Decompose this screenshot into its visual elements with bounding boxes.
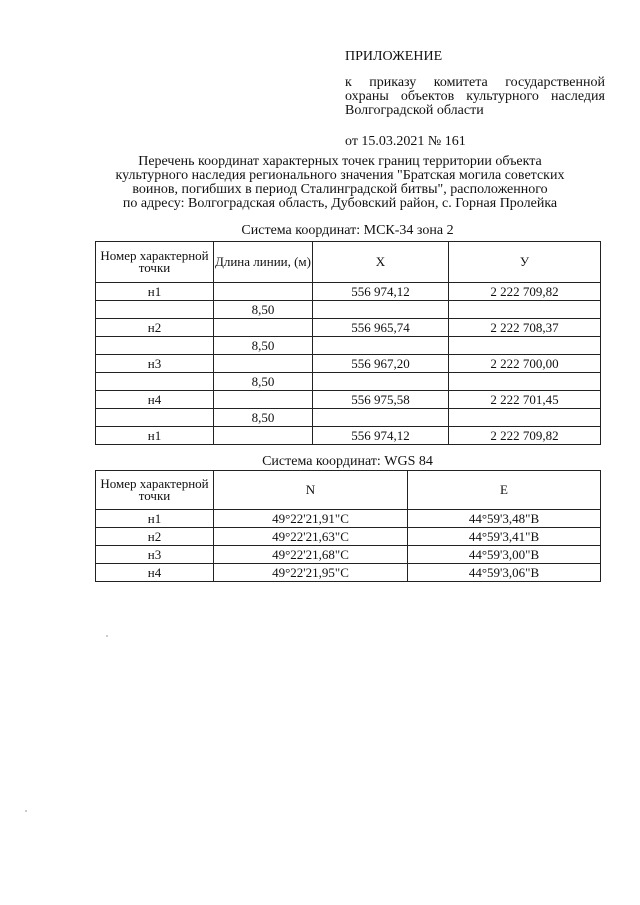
cell-point: н3 (96, 355, 214, 373)
header-e: E (408, 471, 601, 510)
cell-point: н2 (96, 528, 214, 546)
header-point-number: Номер характерной точки (96, 471, 214, 510)
cell-y: 2 222 701,45 (449, 391, 601, 409)
table-row (96, 528, 601, 546)
cell-y (449, 373, 601, 391)
cell-n: 49°22'21,91"С (214, 510, 408, 528)
header-n: N (214, 471, 408, 510)
cell-x: 556 975,58 (313, 391, 449, 409)
cell-point: н1 (96, 283, 214, 301)
header-point-number: Номер характерной точки (96, 242, 214, 283)
table-row (96, 409, 601, 427)
cell-y: 2 222 700,00 (449, 355, 601, 373)
cell-point (96, 373, 214, 391)
cell-x (313, 409, 449, 427)
appendix-block (345, 50, 605, 149)
table-row (96, 337, 601, 355)
table-row (96, 301, 601, 319)
cell-y: 2 222 708,37 (449, 319, 601, 337)
cell-y: 2 222 709,82 (449, 427, 601, 445)
cell-point: н3 (96, 546, 214, 564)
cell-y: 2 222 709,82 (449, 283, 601, 301)
cell-length: 8,50 (214, 409, 313, 427)
cell-point: н2 (96, 319, 214, 337)
cell-length: 8,50 (214, 373, 313, 391)
wgs-system-caption: Система координат: WGS 84 (262, 454, 433, 469)
cell-length: 8,50 (214, 337, 313, 355)
cell-e: 44°59'3,00"В (408, 546, 601, 564)
heading-line-3: воинов, погибших в период Сталинградской битвы", расположенного (132, 182, 548, 197)
cell-e: 44°59'3,48"В (408, 510, 601, 528)
table-row (96, 373, 601, 391)
cell-x: 556 965,74 (313, 319, 449, 337)
cell-e: 44°59'3,41"В (408, 528, 601, 546)
cell-point (96, 301, 214, 319)
header-x: X (313, 242, 449, 283)
cell-length: 8,50 (214, 301, 313, 319)
cell-x (313, 301, 449, 319)
cell-point (96, 337, 214, 355)
header-line-length: Длина линии, (м) (214, 242, 313, 283)
scan-speck (106, 635, 108, 637)
scan-speck (25, 810, 27, 812)
cell-x: 556 974,12 (313, 283, 449, 301)
cell-y (449, 409, 601, 427)
cell-point: н4 (96, 564, 214, 582)
cell-e: 44°59'3,06"В (408, 564, 601, 582)
table-row (96, 391, 601, 409)
cell-n: 49°22'21,68"С (214, 546, 408, 564)
table-row (96, 564, 601, 582)
cell-length (214, 427, 313, 445)
table-row (96, 355, 601, 373)
appendix-title: ПРИЛОЖЕНИЕ (345, 49, 443, 64)
heading-line-4: по адресу: Волгоградская область, Дубовский район, с. Горная Пролейка (122, 196, 558, 211)
cell-point: н1 (96, 510, 214, 528)
header-y: У (449, 242, 601, 283)
cell-length (214, 391, 313, 409)
cell-length (214, 355, 313, 373)
cell-y (449, 301, 601, 319)
msk-system-caption: Система координат: МСК-34 зона 2 (241, 223, 454, 238)
document-heading (80, 155, 600, 211)
cell-y (449, 337, 601, 355)
cell-point: н1 (96, 427, 214, 445)
cell-point: н4 (96, 391, 214, 409)
cell-x: 556 974,12 (313, 427, 449, 445)
wgs-coordinates-table (95, 470, 601, 582)
appendix-order-date: от 15.03.2021 № 161 (345, 134, 466, 149)
cell-length (214, 319, 313, 337)
cell-length (214, 283, 313, 301)
cell-x (313, 337, 449, 355)
msk-coordinates-table (95, 241, 601, 445)
table-row (96, 546, 601, 564)
cell-n: 49°22'21,95"С (214, 564, 408, 582)
appendix-order-text: к приказу комитета государственной охраны объектов культурного наследия Волгоградской области (345, 75, 605, 118)
heading-line-2: культурного наследия регионального значения "Братская могила советских (115, 168, 565, 183)
cell-x (313, 373, 449, 391)
table-row (96, 510, 601, 528)
cell-n: 49°22'21,63"С (214, 528, 408, 546)
table-header-row (96, 242, 601, 283)
cell-x: 556 967,20 (313, 355, 449, 373)
table-row (96, 283, 601, 301)
table-header-row (96, 471, 601, 510)
cell-point (96, 409, 214, 427)
table-row (96, 427, 601, 445)
table-row (96, 319, 601, 337)
heading-line-1: Перечень координат характерных точек границ территории объекта (138, 154, 542, 169)
